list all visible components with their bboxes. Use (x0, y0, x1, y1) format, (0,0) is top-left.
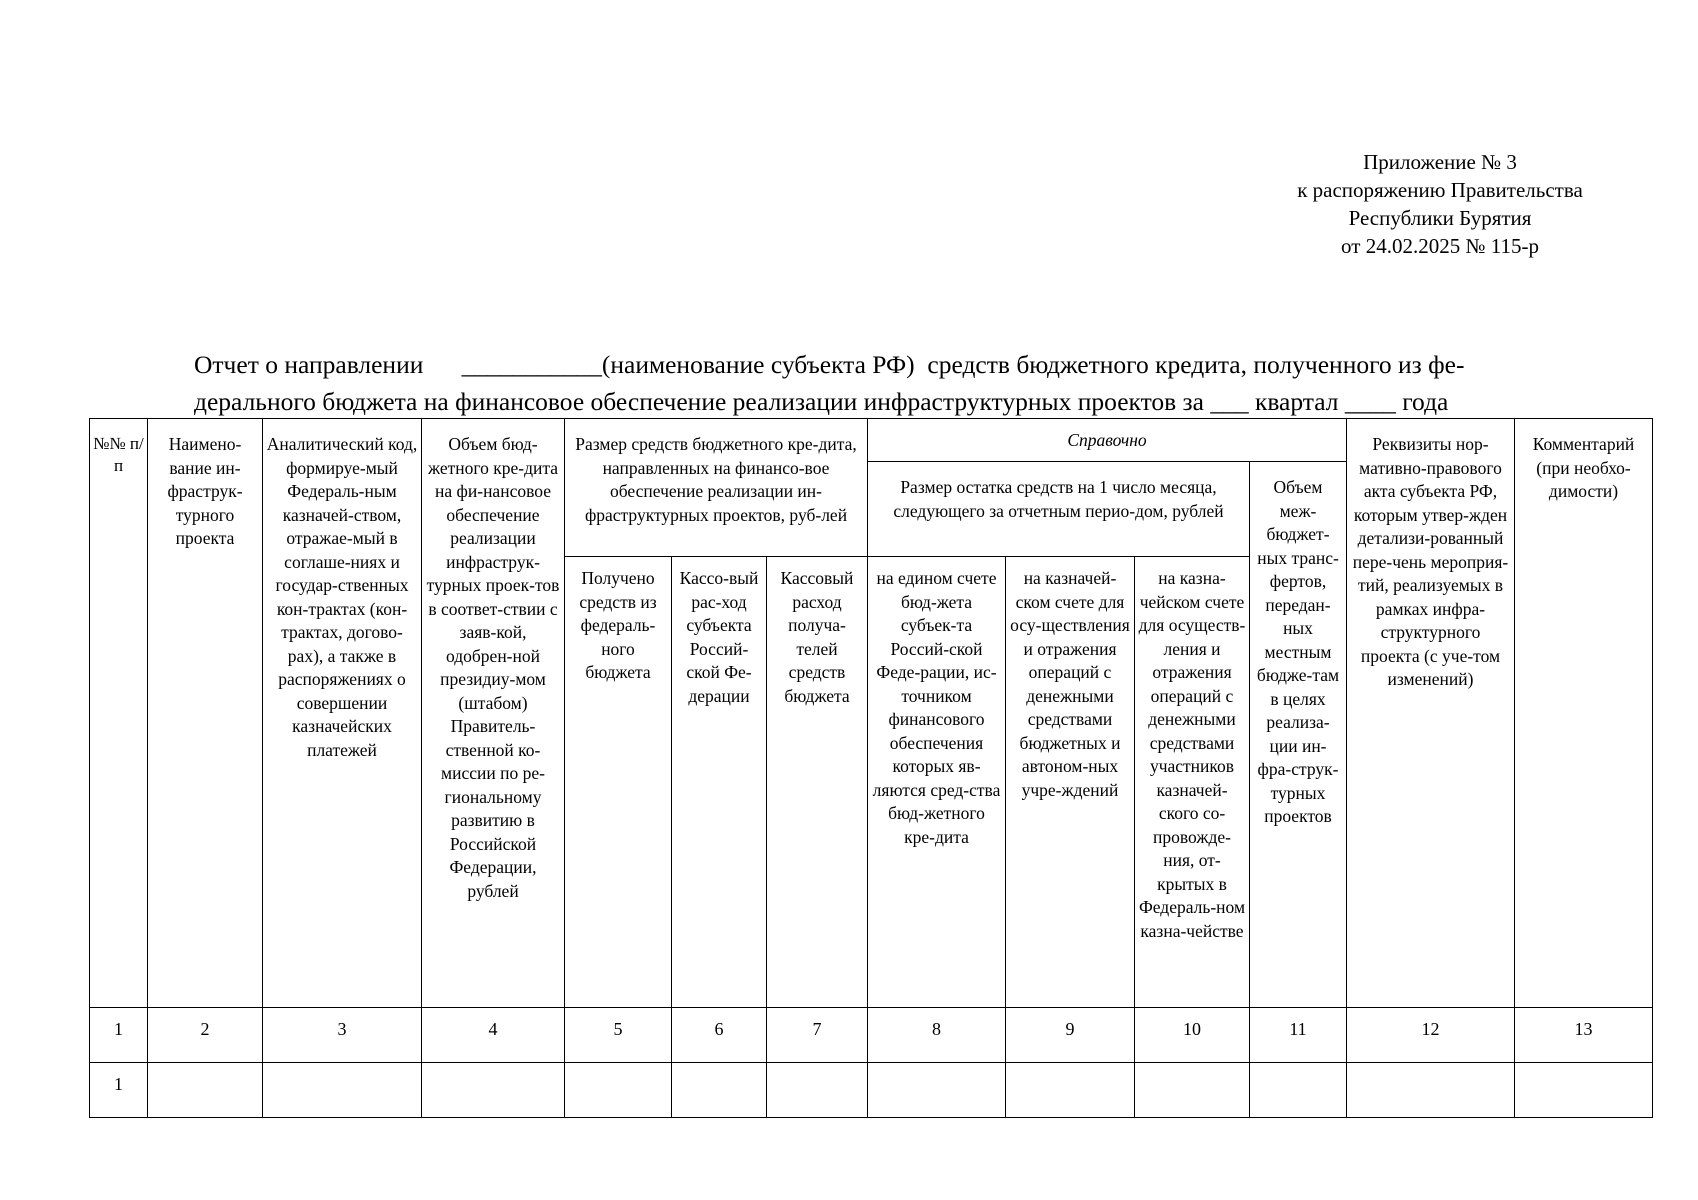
header-treasury-budget: на казначей-ском счете для осу-ществления и отражения операций с денежными средствами бюджетных и автоном-ных учре-ждений (1006, 557, 1135, 1008)
column-number: 7 (767, 1008, 868, 1063)
column-number-row (90, 1008, 1653, 1063)
column-number: 8 (868, 1008, 1006, 1063)
table-cell (672, 1063, 767, 1118)
appendix-line-3: Республики Бурятия (1348, 206, 1532, 230)
column-number: 3 (263, 1008, 422, 1063)
column-number: 2 (148, 1008, 263, 1063)
table-cell (422, 1063, 565, 1118)
header-cash-recipients: Кассовый расход получа-телей средств бюджета (767, 557, 868, 1008)
appendix-line-1: Приложение № 3 (1363, 150, 1517, 174)
table-cell (767, 1063, 868, 1118)
column-number: 5 (565, 1008, 672, 1063)
table-row (90, 1063, 1653, 1118)
header-comment: Комментарий (при необхо-димости) (1515, 419, 1653, 1008)
column-number: 13 (1515, 1008, 1653, 1063)
header-reference: Справочно (868, 419, 1347, 462)
column-number: 11 (1250, 1008, 1347, 1063)
table-cell (565, 1063, 672, 1118)
column-number: 4 (422, 1008, 565, 1063)
column-number: 9 (1006, 1008, 1135, 1063)
appendix-block (1270, 148, 1610, 260)
column-number: 10 (1135, 1008, 1250, 1063)
header-balance: Размер остатка средств на 1 число месяца, следующего за отчетным перио-дом, рублей (868, 462, 1250, 557)
report-table (89, 418, 1653, 1118)
header-transfers: Объем меж-бюджет-ных транс-фертов, передан-ных местным бюдже-там в целях реализа-ции ин-фра-струк-турных проектов (1250, 462, 1347, 1008)
header-funds-directed: Размер средств бюджетного кре-дита, направленных на финансо-вое обеспечение реализации ин-фраструктурных проектов, руб-лей (565, 419, 868, 557)
table-cell (1515, 1063, 1653, 1118)
row-number: 1 (90, 1063, 148, 1118)
table-cell (1006, 1063, 1135, 1118)
table-cell (1135, 1063, 1250, 1118)
column-number: 1 (90, 1008, 148, 1063)
table-cell (148, 1063, 263, 1118)
table-cell (263, 1063, 422, 1118)
header-row-1 (90, 419, 1653, 462)
header-cash-subject: Кассо-вый рас-ход субъекта Россий-ской Фе-дерации (672, 557, 767, 1008)
column-number: 12 (1347, 1008, 1515, 1063)
column-number: 6 (672, 1008, 767, 1063)
table-cell (1250, 1063, 1347, 1118)
report-title-line-1: Отчет о направлении ___________(наименование субъекта РФ) средств бюджетного кредита, полученного из фе- (194, 350, 1465, 379)
report-title (194, 346, 1614, 420)
header-single-account: на едином счете бюд-жета субъек-та Россий-ской Феде-рации, ис-точником финансового обеспечения которых яв-ляются сред-ства бюд-жетного кре-дита (868, 557, 1006, 1008)
header-project-name: Наимено-вание ин-фраструк-турного проекта (148, 419, 263, 1008)
header-treasury-support: на казна-чейском счете для осуществ-ления и отражения операций с денежными средствами участников казначей-ского со-провожде-ния, от-крытых в Федераль-ном казна-чействе (1135, 557, 1250, 1008)
header-credit-volume: Объем бюд-жетного кре-дита на фи-нансовое обеспечение реализации инфраструк-турных проек-тов в соответ-ствии с заяв-кой, одобрен-ной президиу-мом (штабом) Правитель-ственной ко-миссии по ре-гиональному развитию в Российской Федерации, рублей (422, 419, 565, 1008)
report-title-line-2: дерального бюджета на финансовое обеспечение реализации инфраструктурных проектов за ___ квартал ____ года (194, 387, 1449, 416)
header-requisites: Реквизиты нор-мативно-правового акта субъекта РФ, которым утвер-жден детализи-рованный пере-чень мероприя-тий, реализуемых в рамках инфра-структурного проекта (с уче-том изменений) (1347, 419, 1515, 1008)
appendix-line-2: к распоряжению Правительства (1297, 178, 1583, 202)
table-cell (868, 1063, 1006, 1118)
table-cell (1347, 1063, 1515, 1118)
appendix-line-4: от 24.02.2025 № 115-р (1341, 234, 1539, 258)
header-analytic-code: Аналитический код, формируе-мый Федераль-ным казначей-ством, отражае-мый в соглаше-ниях и государ-ственных кон-трактах (кон-трактах, догово-рах), а также в распоряжениях о совершении казначейских платежей (263, 419, 422, 1008)
header-num: №№ п/п (90, 419, 148, 1008)
header-received: Получено средств из федераль-ного бюджета (565, 557, 672, 1008)
